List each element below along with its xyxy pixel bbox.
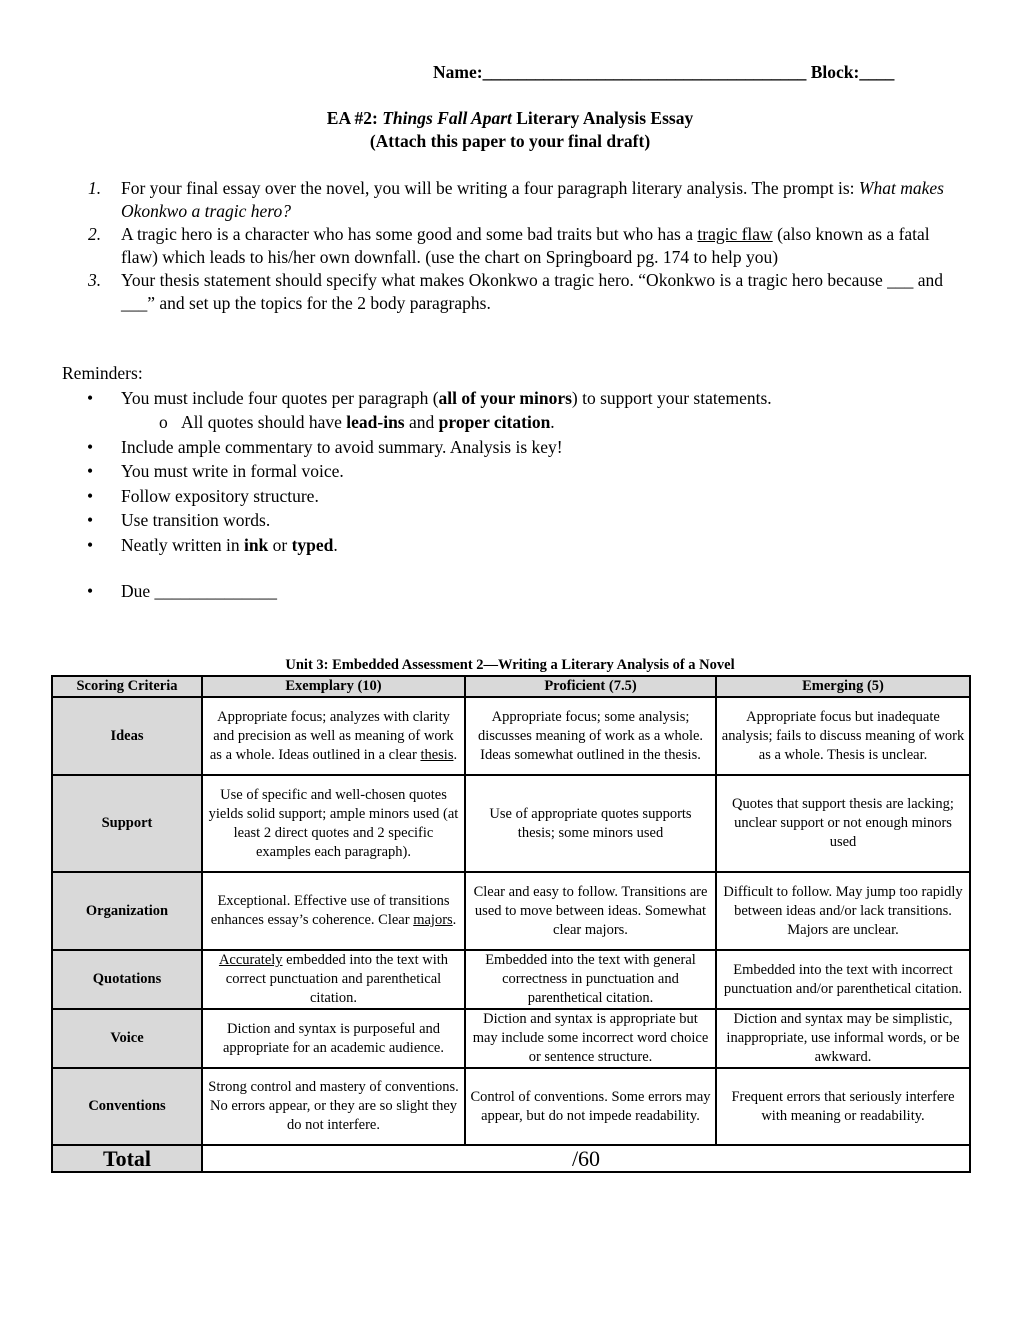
table-row [52, 1068, 970, 1145]
exemplary-cell [202, 950, 465, 1009]
sub-bullet-icon: o [159, 412, 168, 432]
reminder-item [62, 508, 962, 533]
text: ) to support your statements. [571, 387, 772, 408]
reminders-label: Reminders: [62, 363, 143, 383]
table-row [52, 775, 970, 872]
instruction-item [62, 177, 962, 223]
exemplary-cell [202, 697, 465, 775]
proficient-cell: Use of appropriate quotes supports thesis; some minors used [465, 775, 716, 872]
table-row [52, 872, 970, 950]
table-row [52, 1009, 970, 1068]
text-bold: typed [291, 534, 334, 555]
instruction-item [62, 269, 962, 315]
exemplary-cell: Use of specific and well-chosen quotes yields solid support; ample minors used (at least 2 direct quotes and 2 specific examples each paragraph). [202, 775, 465, 872]
text: . [333, 534, 338, 555]
proficient-cell: Appropriate focus; some analysis; discusses meaning of work as a whole. Ideas somewhat outlined in the thesis. [465, 697, 716, 775]
book-title: Things Fall Apart [382, 108, 512, 128]
criterion-cell: Support [52, 775, 202, 872]
item-text: (also known as a fatal flaw) which leads to his/her own downfall. (use the chart on Springboard pg. 174 to help you) [121, 224, 930, 267]
proficient-cell: Embedded into the text with general correctness in punctuation and parenthetical citation. [465, 950, 716, 1009]
due-date-item [62, 579, 962, 604]
text: Include ample commentary to avoid summary. Analysis is key! [121, 436, 563, 457]
column-header: Proficient (7.5) [465, 676, 716, 697]
reminder-subitem [62, 410, 962, 435]
text-underlined: Accurately [218, 952, 283, 968]
proficient-cell: Diction and syntax is appropriate but may include some incorrect word choice or sentence structure. [465, 1009, 716, 1068]
total-score-field[interactable]: /60 [202, 1145, 970, 1172]
criterion-cell: Voice [52, 1009, 202, 1068]
proficient-cell: Clear and easy to follow. Transitions are used to move between ideas. Somewhat clear majors. [465, 872, 716, 950]
text: and [404, 412, 439, 432]
instruction-item [62, 223, 962, 269]
title-suffix: Literary Analysis Essay [511, 108, 694, 128]
item-text: A tragic hero is a character who has some good and some bad traits but who has a [121, 224, 698, 244]
column-header: Scoring Criteria [52, 676, 202, 697]
emerging-cell: Embedded into the text with incorrect punctuation and/or parenthetical citation. [716, 950, 970, 1009]
table-header-row [52, 676, 970, 697]
emerging-cell: Frequent errors that seriously interfere with meaning or readability. [716, 1068, 970, 1145]
text-bold: proper citation [438, 412, 551, 432]
table-row [52, 950, 970, 1009]
total-label: Total [52, 1145, 202, 1172]
bullet-icon: • [87, 436, 94, 457]
total-row [52, 1145, 970, 1172]
reminder-item [62, 533, 962, 558]
criterion-cell: Organization [52, 872, 202, 950]
name-label: Name: [433, 62, 483, 82]
block-label: Block: [810, 62, 860, 82]
text: Neatly written in [121, 534, 244, 555]
text-bold: ink [243, 534, 269, 555]
column-header: Emerging (5) [716, 676, 970, 697]
column-header: Exemplary (10) [202, 676, 465, 697]
table-row [52, 697, 970, 775]
page-title [0, 108, 1020, 129]
emerging-cell: Quotes that support thesis are lacking; unclear support or not enough minors used [716, 775, 970, 872]
bullet-icon: • [87, 534, 94, 555]
text-underlined: majors [413, 912, 453, 928]
essay-prompt: What makes Okonkwo a tragic hero? [121, 178, 944, 221]
due-date-field[interactable]: Due ______________ [121, 581, 278, 601]
reminder-item [62, 484, 962, 509]
text-bold: lead-ins [346, 412, 405, 432]
text: Appropriate focus; analyzes with clarity and precision as well as meaning of work as a whole. Ideas outlined in a clear [209, 708, 454, 763]
emerging-cell: Difficult to follow. May jump too rapidly between ideas and/or lack transitions. Majors are unclear. [716, 872, 970, 950]
criterion-cell: Conventions [52, 1068, 202, 1145]
item-number: 2. [88, 224, 102, 244]
item-text: Your thesis statement should specify what makes Okonkwo a tragic hero. “Okonkwo is a tragic hero because ___ and ___” and set up the topics for the 2 body paragraphs. [121, 270, 943, 313]
text: . [550, 412, 555, 432]
item-number: 1. [88, 178, 102, 198]
text: . [453, 746, 458, 763]
name-block-line [433, 62, 894, 83]
rubric-table [51, 675, 971, 1173]
text: All quotes should have [181, 412, 347, 432]
text: Exceptional. Effective use of transitions enhances essay’s coherence. Clear [210, 893, 450, 928]
criterion-cell: Ideas [52, 697, 202, 775]
reminder-item [62, 386, 962, 411]
text: You must write in formal voice. [121, 461, 344, 481]
emerging-cell: Appropriate focus but inadequate analysis; fails to discuss meaning of work as a whole. Thesis is unclear. [716, 697, 970, 775]
item-number: 3. [88, 270, 102, 290]
exemplary-cell [202, 872, 465, 950]
tragic-flaw-term: tragic flaw [697, 224, 773, 244]
rubric-caption: Unit 3: Embedded Assessment 2—Writing a Literary Analysis of a Novel [285, 657, 735, 673]
text: or [268, 534, 292, 555]
text: Use transition words. [121, 510, 271, 530]
proficient-cell: Control of conventions. Some errors may appear, but do not impede readability. [465, 1068, 716, 1145]
instructions-list [62, 177, 962, 315]
text-bold: all of your minors [438, 387, 572, 408]
item-text: For your final essay over the novel, you will be writing a four paragraph literary analysis. The prompt is: [121, 178, 859, 198]
text-underlined: thesis [420, 746, 454, 763]
bullet-icon: • [87, 485, 94, 506]
reminders [62, 361, 962, 604]
block-field[interactable]: ____ [859, 62, 895, 82]
text: . [452, 912, 457, 928]
bullet-icon: • [87, 510, 94, 530]
bullet-icon: • [87, 581, 94, 601]
reminder-item [62, 459, 962, 484]
text: embedded into the text with correct punctuation and parenthetical citation. [225, 952, 449, 1006]
name-field[interactable]: _____________________________________ [482, 62, 807, 82]
bullet-icon: • [87, 461, 94, 481]
title-prefix: EA #2: [326, 108, 383, 128]
text: Follow expository structure. [121, 485, 319, 506]
page-subtitle: (Attach this paper to your final draft) [369, 131, 651, 151]
text: You must include four quotes per paragraph ( [121, 387, 439, 408]
emerging-cell: Diction and syntax may be simplistic, inappropriate, use informal words, or be awkward. [716, 1009, 970, 1068]
reminder-item [62, 435, 962, 460]
criterion-cell: Quotations [52, 950, 202, 1009]
bullet-icon: • [87, 387, 94, 408]
exemplary-cell: Diction and syntax is purposeful and appropriate for an academic audience. [202, 1009, 465, 1068]
exemplary-cell: Strong control and mastery of conventions. No errors appear, or they are so slight they do not interfere. [202, 1068, 465, 1145]
